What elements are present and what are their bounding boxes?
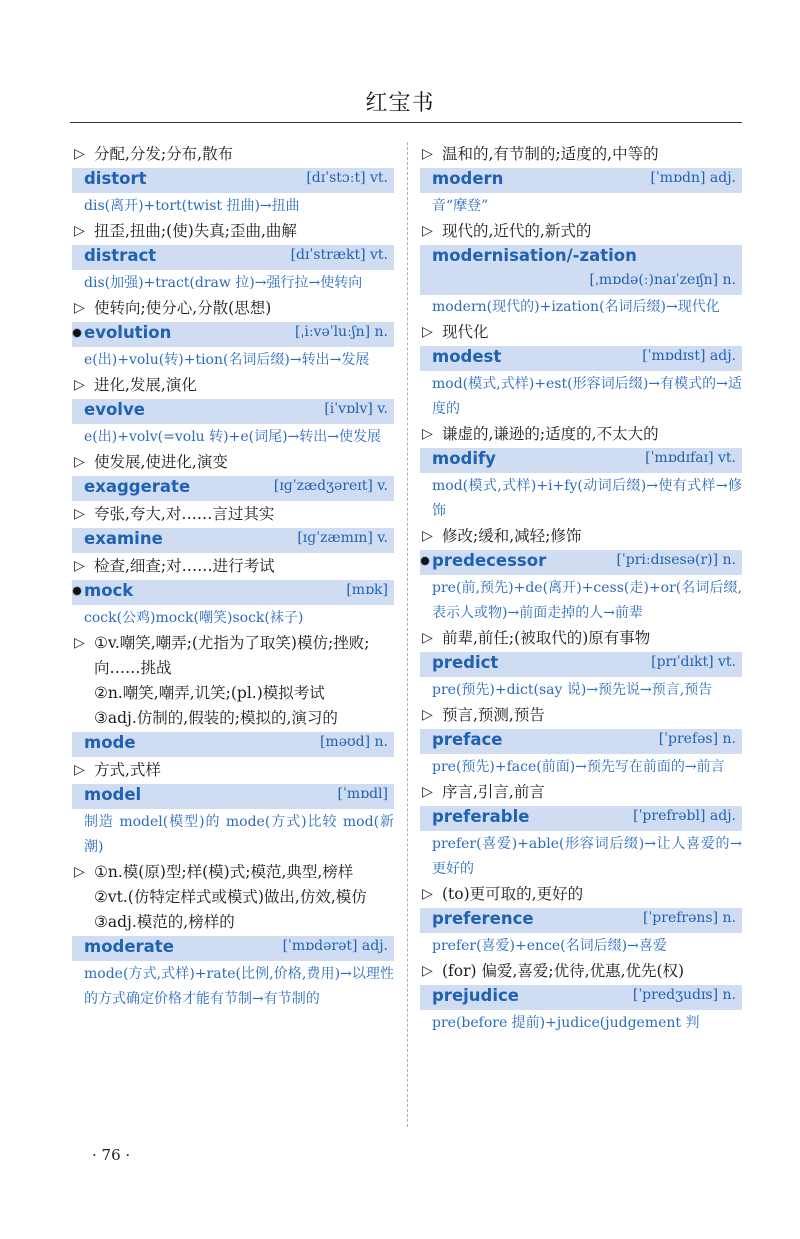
entry-headword-bar bbox=[72, 784, 394, 809]
etymology: modern(现代的)+ization(名词后缀)→现代化 bbox=[432, 299, 720, 315]
triangle-marker-icon: ▷ bbox=[422, 426, 433, 442]
headword-text: evolution bbox=[84, 323, 172, 342]
phonetic: [ˈmɒdɪfaɪ] vt. bbox=[645, 450, 736, 466]
meaning-text: 使发展,使进化,演变 bbox=[94, 453, 228, 471]
etymology: pre(前,预先)+de(离开)+cess(走)+or(名词后缀,表示人或物)→前面走掉的人→前辈 bbox=[432, 580, 742, 621]
meaning-subsense: ③adj.模范的,榜样的 bbox=[94, 913, 235, 931]
etymology: cock(公鸡)mock(嘲笑)sock(袜子) bbox=[84, 610, 304, 626]
headword[interactable] bbox=[84, 529, 163, 548]
headword-text: prejudice bbox=[432, 986, 519, 1005]
right-column bbox=[420, 142, 742, 1036]
etymology: dis(离开)+tort(twist 扭曲)→扭曲 bbox=[84, 198, 300, 214]
etymology: pre(预先)+dict(say 说)→预先说→预言,预告 bbox=[432, 682, 713, 698]
headword[interactable] bbox=[84, 477, 190, 496]
meaning-text: 谦虚的,谦逊的;适度的,不太大的 bbox=[442, 425, 659, 443]
etymology: prefer(喜爱)+ence(名词后缀)→喜爱 bbox=[432, 938, 667, 954]
headword-text: modify bbox=[432, 449, 496, 468]
headword-text: modest bbox=[432, 347, 502, 366]
entry-headword-bar bbox=[72, 528, 394, 553]
etymology: mod(模式,式样)+i+fy(动词后缀)→使有式样→修饰 bbox=[432, 478, 742, 519]
phonetic: [ˈprefrəns] n. bbox=[643, 910, 736, 926]
meaning-line bbox=[72, 554, 394, 579]
triangle-marker-icon: ▷ bbox=[422, 630, 433, 646]
triangle-marker-icon: ▷ bbox=[422, 528, 433, 544]
entry-headword-bar bbox=[72, 580, 394, 605]
meaning-line bbox=[420, 882, 742, 907]
headword[interactable] bbox=[432, 909, 534, 928]
entry-headword-bar bbox=[420, 346, 742, 371]
phonetic: [ˈprefəs] n. bbox=[658, 731, 736, 747]
entry-headword-bar bbox=[72, 936, 394, 961]
triangle-marker-icon: ▷ bbox=[74, 223, 85, 239]
meaning-line bbox=[420, 703, 742, 728]
triangle-marker-icon: ▷ bbox=[74, 146, 85, 162]
meaning-line bbox=[72, 502, 394, 527]
meaning-text: 检查,细查;对……进行考试 bbox=[94, 557, 275, 575]
triangle-marker-icon: ▷ bbox=[74, 506, 85, 522]
meaning-text: ①n.模(原)型;样(模)式;模范,典型,榜样 bbox=[94, 863, 354, 881]
headword[interactable] bbox=[84, 400, 145, 419]
headword[interactable] bbox=[432, 449, 496, 468]
entry-headword-bar bbox=[420, 168, 742, 193]
headword-text: mock bbox=[84, 581, 134, 600]
triangle-marker-icon: ▷ bbox=[74, 377, 85, 393]
triangle-marker-icon: ▷ bbox=[422, 223, 433, 239]
meaning-text: 现代的,近代的,新式的 bbox=[442, 222, 592, 240]
phonetic: [ˈmɒdərət] adj. bbox=[282, 938, 388, 954]
triangle-marker-icon: ▷ bbox=[74, 558, 85, 574]
phonetic: [ˈmɒdl] bbox=[337, 786, 388, 802]
entry-headword-bar bbox=[72, 168, 394, 193]
meaning-line bbox=[420, 780, 742, 805]
meaning-line bbox=[72, 758, 394, 783]
meaning-text: (to)更可取的,更好的 bbox=[442, 885, 584, 903]
triangle-marker-icon: ▷ bbox=[422, 146, 433, 162]
headword-text: examine bbox=[84, 529, 163, 548]
phonetic: [dɪˈstɔːt] vt. bbox=[306, 170, 388, 186]
headword[interactable] bbox=[84, 937, 174, 956]
meaning-line bbox=[72, 219, 394, 244]
headword-text: preferable bbox=[432, 807, 530, 826]
entry-headword-bar bbox=[72, 399, 394, 424]
headword[interactable] bbox=[432, 986, 519, 1005]
etymology: pre(before 提前)+judice(judgement 判 bbox=[432, 1015, 700, 1031]
meaning-text: ①v.嘲笑,嘲弄;(尤指为了取笑)模仿;挫败;向……挑战 bbox=[94, 634, 370, 677]
meaning-text: 进化,发展,演化 bbox=[94, 376, 197, 394]
entry-headword-bar bbox=[420, 448, 742, 473]
meaning-line bbox=[420, 524, 742, 549]
meaning-text: 夸张,夸大,对……言过其实 bbox=[94, 505, 275, 523]
headword-text: exaggerate bbox=[84, 477, 191, 496]
triangle-marker-icon: ▷ bbox=[74, 454, 85, 470]
headword-text: modern bbox=[432, 169, 504, 188]
triangle-marker-icon: ▷ bbox=[422, 784, 433, 800]
etymology: mod(模式,式样)+est(形容词后缀)→有模式的→适度的 bbox=[432, 376, 742, 417]
headword-text: distract bbox=[84, 246, 157, 265]
entry-headword-bar bbox=[72, 322, 394, 347]
entry-headword-bar bbox=[420, 985, 742, 1010]
headword[interactable] bbox=[432, 653, 498, 672]
entry-headword-bar bbox=[420, 908, 742, 933]
core-word-bullet-icon bbox=[72, 586, 82, 596]
etymology: 制造 model(模型)的 mode(方式)比较 mod(新潮) bbox=[84, 814, 394, 855]
phonetic: [prɪˈdɪkt] vt. bbox=[651, 654, 736, 670]
meaning-text: 现代化 bbox=[442, 323, 489, 341]
phonetic: [ˈmɒdɪst] adj. bbox=[642, 348, 736, 364]
headword[interactable] bbox=[432, 807, 529, 826]
core-word-bullet-icon bbox=[420, 556, 430, 566]
column-divider bbox=[407, 142, 408, 1127]
headword[interactable] bbox=[432, 246, 637, 265]
meaning-line bbox=[72, 450, 394, 475]
headword-text: evolve bbox=[84, 400, 145, 419]
phonetic-line bbox=[420, 270, 742, 295]
left-column bbox=[72, 142, 394, 1012]
headword[interactable] bbox=[72, 581, 133, 600]
phonetic: [ɪɡˈzædʒəreɪt] v. bbox=[273, 478, 388, 494]
meaning-line bbox=[420, 422, 742, 447]
phonetic: [dɪˈstrækt] vt. bbox=[290, 247, 388, 263]
headword-text: distort bbox=[84, 169, 147, 188]
phonetic: [ˈpredʒudɪs] n. bbox=[632, 987, 736, 1003]
entry-headword-bar bbox=[420, 652, 742, 677]
meaning-text: 温和的,有节制的;适度的,中等的 bbox=[442, 145, 659, 163]
meaning-line bbox=[420, 320, 742, 345]
triangle-marker-icon: ▷ bbox=[74, 762, 85, 778]
entry-headword-bar bbox=[420, 806, 742, 831]
headword-text: preference bbox=[432, 909, 534, 928]
entry-headword-bar bbox=[420, 550, 742, 575]
headword-text: model bbox=[84, 785, 142, 804]
meaning-line bbox=[72, 142, 394, 167]
headword-text: moderate bbox=[84, 937, 174, 956]
etymology: dis(加强)+tract(draw 拉)→强行拉→使转向 bbox=[84, 275, 363, 291]
meaning-line bbox=[72, 860, 394, 885]
etymology: e(出)+volu(转)+tion(名词后缀)→转出→发展 bbox=[84, 352, 370, 368]
headword-text: modernisation/-zation bbox=[432, 246, 637, 265]
meaning-text: 方式,式样 bbox=[94, 761, 161, 779]
triangle-marker-icon: ▷ bbox=[422, 963, 433, 979]
meaning-subsense: ②vt.(仿特定样式或模式)做出,仿效,模仿 bbox=[94, 888, 367, 906]
phonetic: [ˈprefrəbl] adj. bbox=[633, 808, 736, 824]
entry-headword-bar bbox=[72, 476, 394, 501]
meaning-text: 分配,分发;分布,散布 bbox=[94, 145, 234, 163]
core-word-bullet-icon bbox=[72, 328, 82, 338]
headword[interactable] bbox=[84, 733, 136, 752]
headword-text: mode bbox=[84, 733, 136, 752]
entry-headword-bar bbox=[420, 729, 742, 754]
triangle-marker-icon: ▷ bbox=[74, 864, 85, 880]
headword[interactable] bbox=[420, 551, 546, 570]
phonetic: [ˈmɒdn] adj. bbox=[650, 170, 736, 186]
entry-headword-bar bbox=[72, 245, 394, 270]
triangle-marker-icon: ▷ bbox=[422, 707, 433, 723]
meaning-text: 使转向;使分心,分散(思想) bbox=[94, 299, 272, 317]
meaning-text: 前辈,前任;(被取代的)原有事物 bbox=[442, 629, 651, 647]
headword[interactable] bbox=[432, 347, 501, 366]
headword[interactable] bbox=[72, 323, 171, 342]
meaning-line bbox=[72, 631, 394, 681]
etymology: prefer(喜爱)+able(形容词后缀)→让人喜爱的→更好的 bbox=[432, 836, 742, 877]
meaning-line bbox=[420, 959, 742, 984]
phonetic: [ˈpriːdɪsesə(r)] n. bbox=[616, 552, 736, 568]
meaning-text: 修改;缓和,减轻;修饰 bbox=[442, 527, 582, 545]
meaning-text: 扭歪,扭曲;(使)失真;歪曲,曲解 bbox=[94, 222, 297, 240]
headword[interactable] bbox=[84, 785, 141, 804]
triangle-marker-icon: ▷ bbox=[422, 886, 433, 902]
meaning-subsense: ②n.嘲笑,嘲弄,讥笑;(pl.)模拟考试 bbox=[94, 684, 325, 702]
meaning-subsense: ③adj.仿制的,假装的;模拟的,演习的 bbox=[94, 709, 338, 727]
meaning-line bbox=[420, 142, 742, 167]
triangle-marker-icon: ▷ bbox=[422, 324, 433, 340]
etymology: e(出)+volv(=volu 转)+e(词尾)→转出→使发展 bbox=[84, 429, 382, 445]
headword-text: preface bbox=[432, 730, 503, 749]
meaning-text: 序言,引言,前言 bbox=[442, 783, 545, 801]
entry-headword-bar bbox=[72, 732, 394, 757]
meaning-line bbox=[72, 296, 394, 321]
meaning-text: (for) 偏爱,喜爱;优待,优惠,优先(权) bbox=[442, 962, 685, 980]
phonetic: [iˈvɒlv] v. bbox=[324, 401, 388, 417]
triangle-marker-icon: ▷ bbox=[74, 300, 85, 316]
meaning-line bbox=[72, 373, 394, 398]
triangle-marker-icon: ▷ bbox=[74, 635, 85, 651]
page-number: · 76 · bbox=[92, 1146, 131, 1164]
headword[interactable] bbox=[432, 730, 502, 749]
headword[interactable] bbox=[84, 169, 147, 188]
phonetic: [ˌiːvəˈluːʃn] n. bbox=[295, 324, 388, 340]
etymology: 音“摩登” bbox=[432, 198, 489, 214]
header-rule bbox=[70, 122, 742, 123]
meaning-text: 预言,预测,预告 bbox=[442, 706, 545, 724]
entry-headword-bar bbox=[420, 245, 742, 270]
meaning-line bbox=[420, 626, 742, 651]
headword-text: predict bbox=[432, 653, 499, 672]
phonetic: [mɒk] bbox=[346, 582, 388, 598]
meaning-line bbox=[420, 219, 742, 244]
etymology: pre(预先)+face(前面)→预先写在前面的→前言 bbox=[432, 759, 725, 775]
phonetic: [ˌmɒdə(ː)naɪˈzeɪʃn] n. bbox=[589, 272, 736, 288]
headword[interactable] bbox=[84, 246, 156, 265]
etymology: mode(方式,式样)+rate(比例,价格,费用)→以理性的方式确定价格才能有节制→有节制的 bbox=[84, 966, 394, 1007]
page-title: 红宝书 bbox=[365, 91, 435, 116]
phonetic: [məʊd] n. bbox=[319, 734, 388, 750]
headword-text: predecessor bbox=[432, 551, 547, 570]
phonetic: [ɪɡˈzæmɪn] v. bbox=[297, 530, 388, 546]
headword[interactable] bbox=[432, 169, 503, 188]
